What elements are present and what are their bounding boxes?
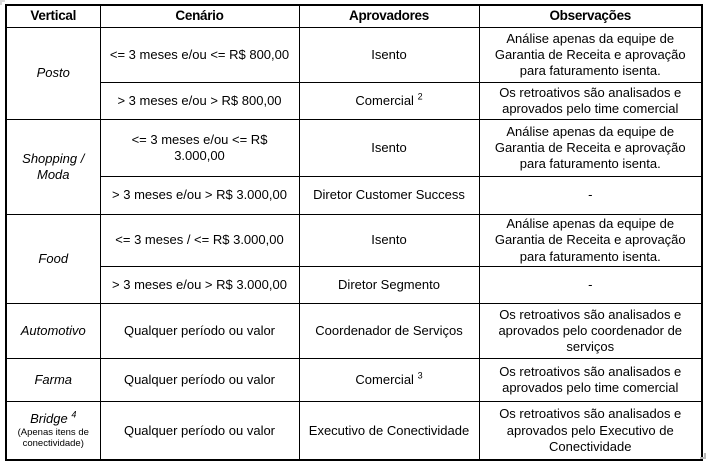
table-row (6, 303, 702, 358)
approval-rules-table (5, 4, 703, 461)
footnote-marker: 2 (417, 91, 423, 102)
vertical-note: (Apenas itens de conectividade) (17, 427, 89, 450)
table-row (6, 214, 702, 266)
footnote-marker: 3 (417, 370, 423, 381)
table-row (6, 119, 702, 176)
cell-cenario: <= 3 meses / <= R$ 3.000,00 (100, 214, 299, 266)
cell-aprovador (299, 82, 479, 119)
vertical-label: Farma (34, 371, 73, 387)
cell-aprovador: Diretor Customer Success (299, 176, 479, 214)
cell-cenario: <= 3 meses e/ou <= R$ 800,00 (100, 27, 299, 82)
cell-cenario: Qualquer período ou valor (100, 303, 299, 358)
cell-observacao: Os retroativos são analisados e aprovados pelo Executivo de Conectividade (479, 401, 702, 460)
cell-observacao: Os retroativos são analisados e aprovados pelo time comercial (479, 82, 702, 119)
cell-aprovador: Coordenador de Serviços (299, 303, 479, 358)
table-resize-handle[interactable] (700, 453, 706, 459)
table-row (6, 176, 702, 214)
cell-observacao: Análise apenas da equipe de Garantia de Receita e aprovação para faturamento isenta. (479, 214, 702, 266)
cell-cenario: > 3 meses e/ou > R$ 3.000,00 (100, 176, 299, 214)
vertical-label: Bridge (30, 411, 68, 427)
footnote-marker: 4 (71, 409, 77, 420)
cell-aprovador: Diretor Segmento (299, 266, 479, 303)
vertical-label: Posto (36, 65, 70, 81)
cell-observacao: - (479, 266, 702, 303)
header-vertical: Vertical (6, 5, 100, 27)
table-row (6, 401, 702, 460)
vertical-label: Shopping / Moda (22, 150, 85, 182)
cell-vertical-bridge (6, 401, 100, 460)
cell-vertical-automotivo (6, 303, 100, 358)
cell-vertical-farma (6, 358, 100, 401)
table-header-row (6, 5, 702, 27)
cell-observacao: - (479, 176, 702, 214)
table-row (6, 266, 702, 303)
header-aprovadores: Aprovadores (299, 5, 479, 27)
table-move-handle[interactable] (0, 0, 5, 5)
cell-observacao: Os retroativos são analisados e aprovados pelo time comercial (479, 358, 702, 401)
cell-aprovador: Isento (299, 214, 479, 266)
cell-cenario: > 3 meses e/ou > R$ 3.000,00 (100, 266, 299, 303)
cell-aprovador: Isento (299, 119, 479, 176)
table-row (6, 27, 702, 82)
cell-vertical-posto (6, 27, 100, 119)
cell-cenario: Qualquer período ou valor (100, 401, 299, 460)
header-observacoes: Observações (479, 5, 702, 27)
cell-cenario: <= 3 meses e/ou <= R$ 3.000,00 (100, 119, 299, 176)
cell-vertical-food (6, 214, 100, 303)
cell-observacao: Análise apenas da equipe de Garantia de Receita e aprovação para faturamento isenta. (479, 27, 702, 82)
cell-observacao: Análise apenas da equipe de Garantia de Receita e aprovação para faturamento isenta. (479, 119, 702, 176)
aprovador-label: Comercial (355, 371, 414, 387)
vertical-label: Food (38, 250, 69, 266)
cell-cenario: Qualquer período ou valor (100, 358, 299, 401)
table-row (6, 358, 702, 401)
vertical-label: Automotivo (20, 322, 86, 338)
cell-aprovador: Executivo de Conectividade (299, 401, 479, 460)
header-cenario: Cenário (100, 5, 299, 27)
aprovador-label: Comercial (355, 92, 414, 108)
cell-aprovador: Isento (299, 27, 479, 82)
table-row (6, 82, 702, 119)
cell-cenario: > 3 meses e/ou > R$ 800,00 (100, 82, 299, 119)
cell-aprovador (299, 358, 479, 401)
cell-observacao: Os retroativos são analisados e aprovados pelo coordenador de serviços (479, 303, 702, 358)
cell-vertical-shopping-moda (6, 119, 100, 214)
